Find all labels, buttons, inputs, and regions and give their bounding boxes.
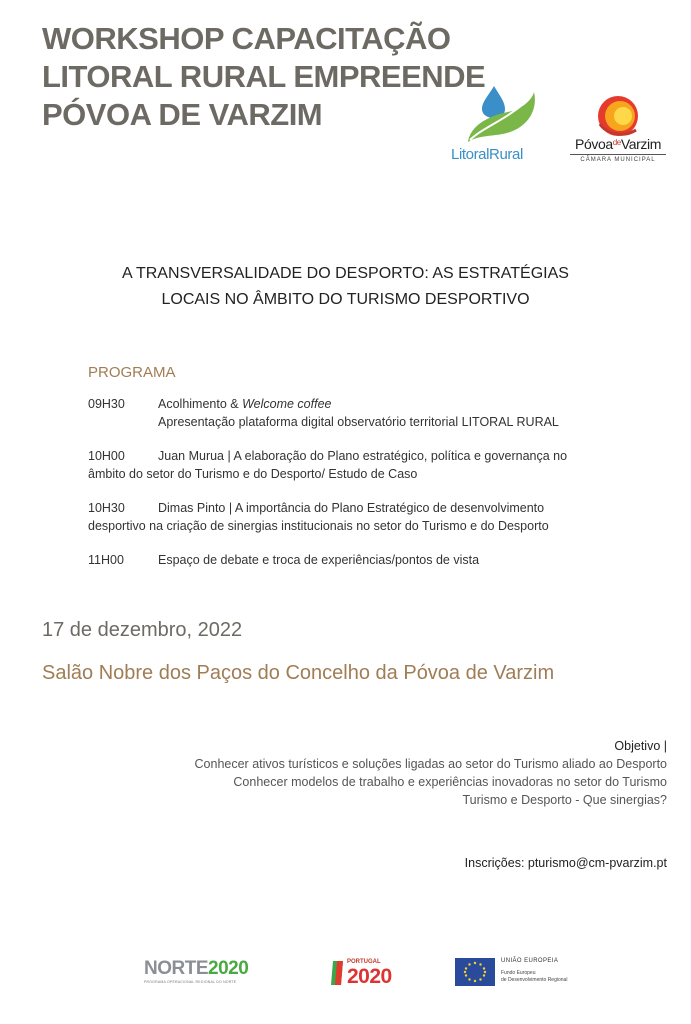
objetivo-heading: Objetivo | xyxy=(614,739,667,753)
workshop-title xyxy=(42,20,485,134)
eu-fund-line-1: Fundo Europeu xyxy=(501,970,536,976)
objetivo-line: Conhecer ativos turísticos e soluções ligadas ao setor do Turismo aliado ao Desporto xyxy=(194,757,667,771)
objetivo-block xyxy=(107,737,667,809)
inscricoes-contact: Inscrições: pturismo@cm-pvarzim.pt xyxy=(464,856,667,870)
objetivo-line: Turismo e Desporto - Que sinergias? xyxy=(462,793,667,807)
program-time: 10H00 xyxy=(88,449,125,463)
norte-year: 2020 xyxy=(208,958,249,979)
objetivo-line: Conhecer modelos de trabalho e experiências inovadoras no setor do Turismo xyxy=(233,775,667,789)
programa-heading: PROGRAMA xyxy=(88,364,176,381)
event-date: 17 de dezembro, 2022 xyxy=(42,619,243,641)
program-time: 09H30 xyxy=(88,397,125,411)
program-time: 11H00 xyxy=(88,553,124,567)
subtitle-line-1: A TRANSVERSALIDADE DO DESPORTO: AS ESTRATÉGIAS xyxy=(122,265,569,282)
program-item xyxy=(88,395,602,431)
povoa-label-de: de xyxy=(612,138,621,147)
povoa-label-b: Varzim xyxy=(620,136,661,152)
norte-small-print: PROGRAMA OPERACIONAL REGIONAL DO NORTE xyxy=(144,980,237,984)
portugal-year: 2020 xyxy=(347,965,392,988)
eu-logo xyxy=(455,956,605,990)
litoral-rural-logo xyxy=(448,82,544,170)
title-line-1: WORKSHOP CAPACITAÇÃO xyxy=(42,21,451,56)
program-text: Dimas Pinto | A importância do Plano Estratégico de desenvolvimento desportivo na criação de sinergias institucionais no setor do Turismo e do Desporto xyxy=(88,501,549,533)
eu-fund-line-2: de Desenvolvimento Regional xyxy=(501,977,568,983)
subtitle-line-2: LOCAIS NO ÂMBITO DO TURISMO DESPORTIVO xyxy=(161,291,530,308)
norte2020-logo xyxy=(144,958,248,984)
litoral-rural-label: LitoralRural xyxy=(451,146,523,163)
eu-flag-icon xyxy=(455,958,495,986)
sun-swirl-icon xyxy=(566,94,670,138)
program-item xyxy=(88,499,602,535)
program-text: Acolhimento & xyxy=(158,397,243,411)
eu-title: UNIÃO EUROPEIA xyxy=(501,958,559,964)
program-text: Juan Murua | A elaboração do Plano estratégico, política e governança no âmbito do setor do Turismo e do Desporto/ Estudo de Caso xyxy=(88,449,568,481)
portugal-label: PORTUGAL xyxy=(347,959,381,965)
leaf-drop-icon xyxy=(448,82,544,148)
program-text: Espaço de debate e troca de experiências/pontos de vista xyxy=(158,553,480,567)
norte-text: NORTE xyxy=(144,958,208,979)
program-time: 10H30 xyxy=(88,501,125,515)
camara-municipal-label: CÂMARA MUNICIPAL xyxy=(580,157,656,163)
povoa-de-varzim-logo xyxy=(566,94,670,174)
povoa-label-a: Póvoa xyxy=(575,136,613,152)
povoa-divider xyxy=(570,154,666,155)
program-item xyxy=(88,447,602,483)
funding-footer xyxy=(0,950,691,994)
povoa-label xyxy=(566,136,670,152)
title-line-3: PÓVOA DE VARZIM xyxy=(42,97,323,132)
eu-fund-text xyxy=(501,970,567,984)
event-venue: Salão Nobre dos Paços do Concelho da Póvoa de Varzim xyxy=(42,662,555,684)
program-item xyxy=(88,551,602,569)
portugal-flag-icon xyxy=(331,959,345,987)
program-text-2: Apresentação plataforma digital observatório territorial LITORAL RURAL xyxy=(158,415,559,429)
portugal2020-logo xyxy=(331,957,415,989)
title-line-2: LITORAL RURAL EMPREENDE xyxy=(42,59,486,94)
program-text-italic: Welcome coffee xyxy=(242,397,332,411)
event-subtitle xyxy=(60,261,631,313)
